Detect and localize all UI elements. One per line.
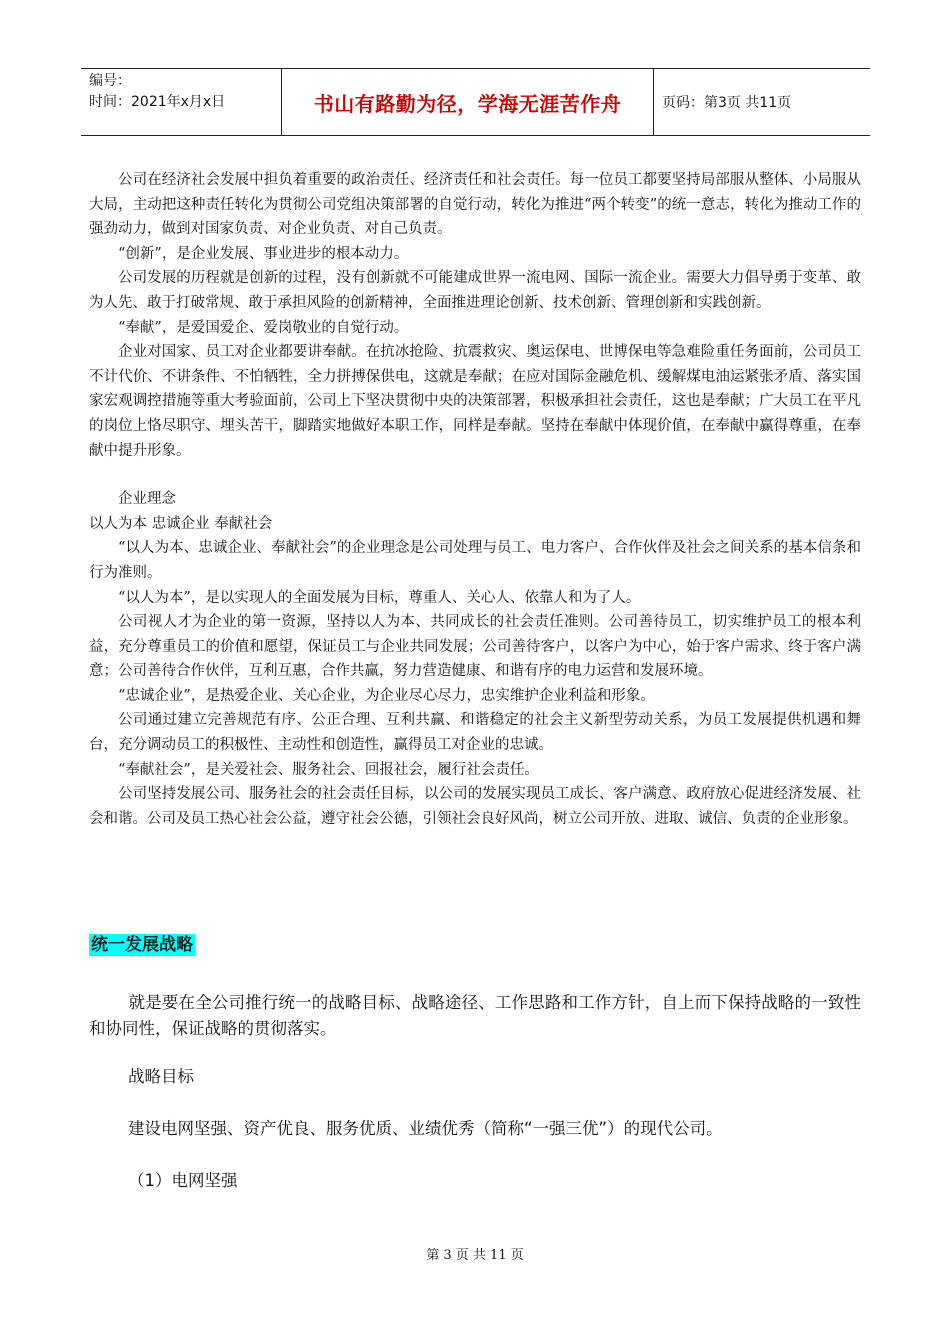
document-body — [89, 168, 861, 831]
page-footer: 第 3 页 共 11 页 — [426, 1248, 524, 1263]
paragraph: “奉献”，是爱国爱企、爱岗敬业的自觉行动。 — [118, 319, 409, 336]
section-title: 统一发展战略 — [91, 935, 193, 955]
paragraph: 公司在经济社会发展中担负着重要的政治责任、经济责任和社会责任。每一位员工都要坚持局部服从整体、小局服从大局，主动把这种责任转化为贯彻公司党组决策部署的自觉行动，转化为推进“两个转变”的统一意志，转化为推动工作的强劲动力，做到对国家负责、对企业负责、对自己负责。 — [89, 172, 861, 238]
paragraph: 公司通过建立完善规范有序、公正合理、互利共赢、和谐稳定的社会主义新型劳动关系，为员工发展提供机遇和舞台，充分调动员工的积极性、主动性和创造性，赢得员工对企业的忠诚。 — [89, 712, 861, 754]
strategy-section — [89, 934, 861, 1194]
header-meta — [81, 69, 282, 135]
paragraph: 公司发展的历程就是创新的过程，没有创新就不可能建成世界一流电网、国际一流企业。需要大力倡导勇于变革、敢为人先、敢于打破常规、敢于承担风险的创新精神，全面推进理论创新、技术创新、管理创新和实践创新。 — [89, 270, 861, 311]
paragraph: “以人为本、忠诚企业、奉献社会”的企业理念是公司处理与员工、电力客户、合作伙伴及社会之间关系的基本信条和行为准则。 — [89, 540, 861, 581]
header-page-info: 页码：第3页 共11页 — [662, 95, 792, 111]
paragraph: 公司坚持发展公司、服务社会的社会责任目标，以公司的发展实现员工成长、客户满意、政府放心促进经济发展、社会和谐。公司及员工热心社会公益，遵守社会公德，引领社会良好风尚，树立公司开放、进取、诚信、负责的企业形象。 — [89, 786, 861, 827]
paragraph: “创新”，是企业发展、事业进步的根本动力。 — [118, 245, 409, 262]
code-label: 编号： — [89, 73, 131, 89]
paragraph-heading: 企业理念 — [118, 491, 176, 508]
paragraph-slogan: 以人为本 忠诚企业 奉献社会 — [89, 515, 273, 532]
paragraph: “以人为本”，是以实现人的全面发展为目标，尊重人、关心人、依靠人和为了人。 — [118, 589, 641, 606]
header-motto: 书山有路勤为径，学海无涯苦作舟 — [282, 69, 654, 135]
time-label: 时间：2021年x月x日 — [89, 94, 226, 110]
page-header — [81, 68, 870, 136]
section-goal: 建设电网坚强、资产优良、服务优质、业绩优秀（简称“一强三优”）的现代公司。 — [128, 1119, 723, 1138]
section-item: （1）电网坚强 — [128, 1171, 238, 1190]
paragraph: 公司视人才为企业的第一资源，坚持以人为本、共同成长的社会责任准则。公司善待员工，切实维护员工的根本利益，充分尊重员工的价值和愿望，保证员工与企业共同发展；公司善待客户，以客户为中心，始于客户需求、终于客户满意；公司善待合作伙伴，互利互惠，合作共赢，努力营造健康、和谐有序的电力运营和发展环境。 — [89, 614, 861, 680]
paragraph: 企业对国家、员工对企业都要讲奉献。在抗冰抢险、抗震救灾、奥运保电、世博保电等急难险重任务面前，公司员工不计代价、不讲条件、不怕牺牲，全力拼搏保供电，这就是奉献；在应对国际金融危机、缓解煤电油运紧张矛盾、落实国家宏观调控措施等重大考验面前，公司上下坚决贯彻中央的决策部署，积极承担社会责任，这也是奉献；广大员工在平凡的岗位上恪尽职守、埋头苦干，脚踏实地做好本职工作，同样是奉献。坚持在奉献中体现价值，在奉献中赢得尊重，在奉献中提升形象。 — [89, 344, 861, 459]
section-intro: 就是要在全公司推行统一的战略目标、战略途径、工作思路和工作方针，自上而下保持战略的一致性和协同性，保证战略的贯彻落实。 — [89, 993, 861, 1038]
paragraph: “忠诚企业”，是热爱企业、关心企业，为企业尽心尽力，忠实维护企业利益和形象。 — [118, 687, 655, 704]
paragraph: “奉献社会”，是关爱社会、服务社会、回报社会，履行社会责任。 — [118, 761, 539, 778]
section-subheading: 战略目标 — [128, 1067, 194, 1086]
